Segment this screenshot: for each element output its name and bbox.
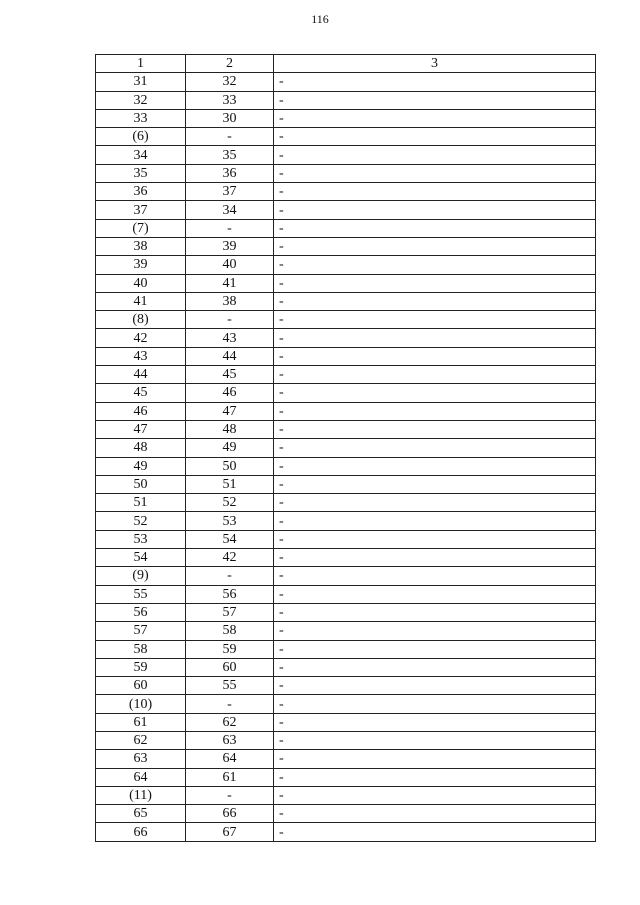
- table-row: [96, 658, 596, 676]
- table-cell-col-2: 60: [186, 658, 274, 676]
- table-cell-col-1: 64: [96, 768, 186, 786]
- table-cell-col-1: 41: [96, 292, 186, 310]
- table-cell-col-1: 46: [96, 402, 186, 420]
- table-cell-col-2: 51: [186, 475, 274, 493]
- table-row: [96, 695, 596, 713]
- table-cell-col-3: -: [274, 622, 596, 640]
- table-cell-col-3: -: [274, 329, 596, 347]
- table-cell-col-1: 58: [96, 640, 186, 658]
- table-cell-col-1: (7): [96, 219, 186, 237]
- table-cell-col-1: 32: [96, 91, 186, 109]
- table-row: [96, 640, 596, 658]
- table-cell-col-2: -: [186, 128, 274, 146]
- table-cell-col-1: 50: [96, 475, 186, 493]
- table-cell-col-1: 62: [96, 731, 186, 749]
- table-row: [96, 603, 596, 621]
- table-cell-col-2: 64: [186, 750, 274, 768]
- table-cell-col-3: -: [274, 786, 596, 804]
- table-row: [96, 585, 596, 603]
- table-cell-col-2: -: [186, 695, 274, 713]
- table-cell-col-1: 54: [96, 549, 186, 567]
- table-cell-col-1: 37: [96, 201, 186, 219]
- table-cell-col-3: -: [274, 237, 596, 255]
- table-row: [96, 439, 596, 457]
- table-cell-col-3: -: [274, 512, 596, 530]
- table-row: [96, 384, 596, 402]
- table-header-row: [96, 55, 596, 73]
- table-row: [96, 475, 596, 493]
- table-cell-col-1: 59: [96, 658, 186, 676]
- table-cell-col-2: 34: [186, 201, 274, 219]
- table-row: [96, 109, 596, 127]
- table-cell-col-2: 32: [186, 73, 274, 91]
- table-cell-col-2: 63: [186, 731, 274, 749]
- table-cell-col-3: -: [274, 366, 596, 384]
- table-cell-col-1: 38: [96, 237, 186, 255]
- page-number: 116: [311, 12, 329, 26]
- table-cell-col-3: -: [274, 494, 596, 512]
- table-cell-col-1: 40: [96, 274, 186, 292]
- table-cell-col-1: 47: [96, 420, 186, 438]
- table-row: [96, 786, 596, 804]
- table-row: [96, 164, 596, 182]
- table-cell-col-3: -: [274, 603, 596, 621]
- table-row: [96, 622, 596, 640]
- table-cell-col-3: -: [274, 750, 596, 768]
- table-cell-col-2: 33: [186, 91, 274, 109]
- table-cell-col-2: 44: [186, 347, 274, 365]
- table-row: [96, 549, 596, 567]
- table-row: [96, 677, 596, 695]
- table-cell-col-2: 35: [186, 146, 274, 164]
- table-cell-col-3: -: [274, 311, 596, 329]
- table-cell-col-2: 39: [186, 237, 274, 255]
- table-cell-col-1: 51: [96, 494, 186, 512]
- table-cell-col-2: 43: [186, 329, 274, 347]
- table-cell-col-3: -: [274, 420, 596, 438]
- table-cell-col-3: -: [274, 128, 596, 146]
- table-row: [96, 750, 596, 768]
- table-cell-col-3: -: [274, 549, 596, 567]
- table-cell-col-3: -: [274, 713, 596, 731]
- column-header-1: 1: [96, 55, 186, 73]
- table-cell-col-1: 39: [96, 256, 186, 274]
- table-cell-col-2: -: [186, 219, 274, 237]
- table-cell-col-3: -: [274, 658, 596, 676]
- table-cell-col-3: -: [274, 677, 596, 695]
- table-cell-col-1: (6): [96, 128, 186, 146]
- table-cell-col-3: -: [274, 768, 596, 786]
- table-cell-col-1: 42: [96, 329, 186, 347]
- table-cell-col-2: -: [186, 786, 274, 804]
- table-row: [96, 201, 596, 219]
- table-cell-col-2: 54: [186, 530, 274, 548]
- table-cell-col-1: (9): [96, 567, 186, 585]
- table-cell-col-3: -: [274, 201, 596, 219]
- table-cell-col-1: 55: [96, 585, 186, 603]
- table-cell-col-1: 34: [96, 146, 186, 164]
- table-row: [96, 530, 596, 548]
- table-cell-col-3: -: [274, 183, 596, 201]
- table-cell-col-2: 49: [186, 439, 274, 457]
- table-cell-col-3: -: [274, 384, 596, 402]
- table-cell-col-2: 38: [186, 292, 274, 310]
- table-row: [96, 567, 596, 585]
- table-cell-col-3: -: [274, 292, 596, 310]
- table-cell-col-2: 57: [186, 603, 274, 621]
- table-row: [96, 402, 596, 420]
- table-cell-col-1: 36: [96, 183, 186, 201]
- table-cell-col-1: 63: [96, 750, 186, 768]
- table-cell-col-1: 65: [96, 805, 186, 823]
- table-cell-col-3: -: [274, 402, 596, 420]
- table-cell-col-1: 31: [96, 73, 186, 91]
- table-cell-col-1: 49: [96, 457, 186, 475]
- table-cell-col-3: -: [274, 109, 596, 127]
- table-row: [96, 146, 596, 164]
- table-row: [96, 237, 596, 255]
- table-cell-col-2: 61: [186, 768, 274, 786]
- table-cell-col-1: 48: [96, 439, 186, 457]
- data-table: [95, 54, 596, 842]
- table-row: [96, 274, 596, 292]
- table-cell-col-3: -: [274, 585, 596, 603]
- table-cell-col-3: -: [274, 439, 596, 457]
- table-cell-col-3: -: [274, 805, 596, 823]
- table-row: [96, 805, 596, 823]
- table-cell-col-3: -: [274, 457, 596, 475]
- table-cell-col-2: 41: [186, 274, 274, 292]
- table-cell-col-3: -: [274, 640, 596, 658]
- column-header-3: 3: [274, 55, 596, 73]
- table-cell-col-2: 45: [186, 366, 274, 384]
- table-row: [96, 366, 596, 384]
- table-cell-col-1: (11): [96, 786, 186, 804]
- table-body: [96, 73, 596, 841]
- table-cell-col-3: -: [274, 164, 596, 182]
- table-cell-col-3: -: [274, 731, 596, 749]
- table-row: [96, 457, 596, 475]
- table-cell-col-1: (8): [96, 311, 186, 329]
- table-cell-col-1: 60: [96, 677, 186, 695]
- table-row: [96, 512, 596, 530]
- table-cell-col-2: 55: [186, 677, 274, 695]
- table-cell-col-2: 47: [186, 402, 274, 420]
- table-cell-col-1: 57: [96, 622, 186, 640]
- table-row: [96, 347, 596, 365]
- table-cell-col-3: -: [274, 91, 596, 109]
- table-cell-col-3: -: [274, 256, 596, 274]
- table-cell-col-2: 52: [186, 494, 274, 512]
- table-cell-col-2: 50: [186, 457, 274, 475]
- table-row: [96, 183, 596, 201]
- table-row: [96, 256, 596, 274]
- table-row: [96, 731, 596, 749]
- table-cell-col-3: -: [274, 146, 596, 164]
- table-cell-col-2: 56: [186, 585, 274, 603]
- table-cell-col-1: 61: [96, 713, 186, 731]
- table-cell-col-1: 53: [96, 530, 186, 548]
- table-cell-col-1: 44: [96, 366, 186, 384]
- table-row: [96, 311, 596, 329]
- table-cell-col-2: 58: [186, 622, 274, 640]
- table-cell-col-3: -: [274, 530, 596, 548]
- table-row: [96, 73, 596, 91]
- table-row: [96, 292, 596, 310]
- table-cell-col-3: -: [274, 695, 596, 713]
- table-cell-col-2: 67: [186, 823, 274, 841]
- table-cell-col-2: -: [186, 311, 274, 329]
- table-row: [96, 219, 596, 237]
- table-cell-col-1: (10): [96, 695, 186, 713]
- table-cell-col-3: -: [274, 475, 596, 493]
- table-cell-col-1: 66: [96, 823, 186, 841]
- table-row: [96, 128, 596, 146]
- table-cell-col-2: 40: [186, 256, 274, 274]
- table-row: [96, 768, 596, 786]
- table-cell-col-2: 62: [186, 713, 274, 731]
- table-row: [96, 420, 596, 438]
- table-row: [96, 823, 596, 841]
- table-cell-col-3: -: [274, 567, 596, 585]
- table-cell-col-3: -: [274, 274, 596, 292]
- table-cell-col-2: 53: [186, 512, 274, 530]
- table-cell-col-2: 37: [186, 183, 274, 201]
- table-row: [96, 91, 596, 109]
- table-cell-col-2: 36: [186, 164, 274, 182]
- table-row: [96, 713, 596, 731]
- table-cell-col-2: 30: [186, 109, 274, 127]
- table-cell-col-1: 33: [96, 109, 186, 127]
- table-cell-col-2: 48: [186, 420, 274, 438]
- table-cell-col-1: 43: [96, 347, 186, 365]
- table-cell-col-3: -: [274, 73, 596, 91]
- table-cell-col-2: 66: [186, 805, 274, 823]
- table-cell-col-3: -: [274, 347, 596, 365]
- table-cell-col-2: -: [186, 567, 274, 585]
- table-cell-col-2: 42: [186, 549, 274, 567]
- table-cell-col-3: -: [274, 823, 596, 841]
- table-cell-col-1: 35: [96, 164, 186, 182]
- table-cell-col-3: -: [274, 219, 596, 237]
- table-row: [96, 494, 596, 512]
- table-cell-col-2: 46: [186, 384, 274, 402]
- column-header-2: 2: [186, 55, 274, 73]
- table-cell-col-2: 59: [186, 640, 274, 658]
- table-row: [96, 329, 596, 347]
- table-cell-col-1: 56: [96, 603, 186, 621]
- table-cell-col-1: 52: [96, 512, 186, 530]
- table-cell-col-1: 45: [96, 384, 186, 402]
